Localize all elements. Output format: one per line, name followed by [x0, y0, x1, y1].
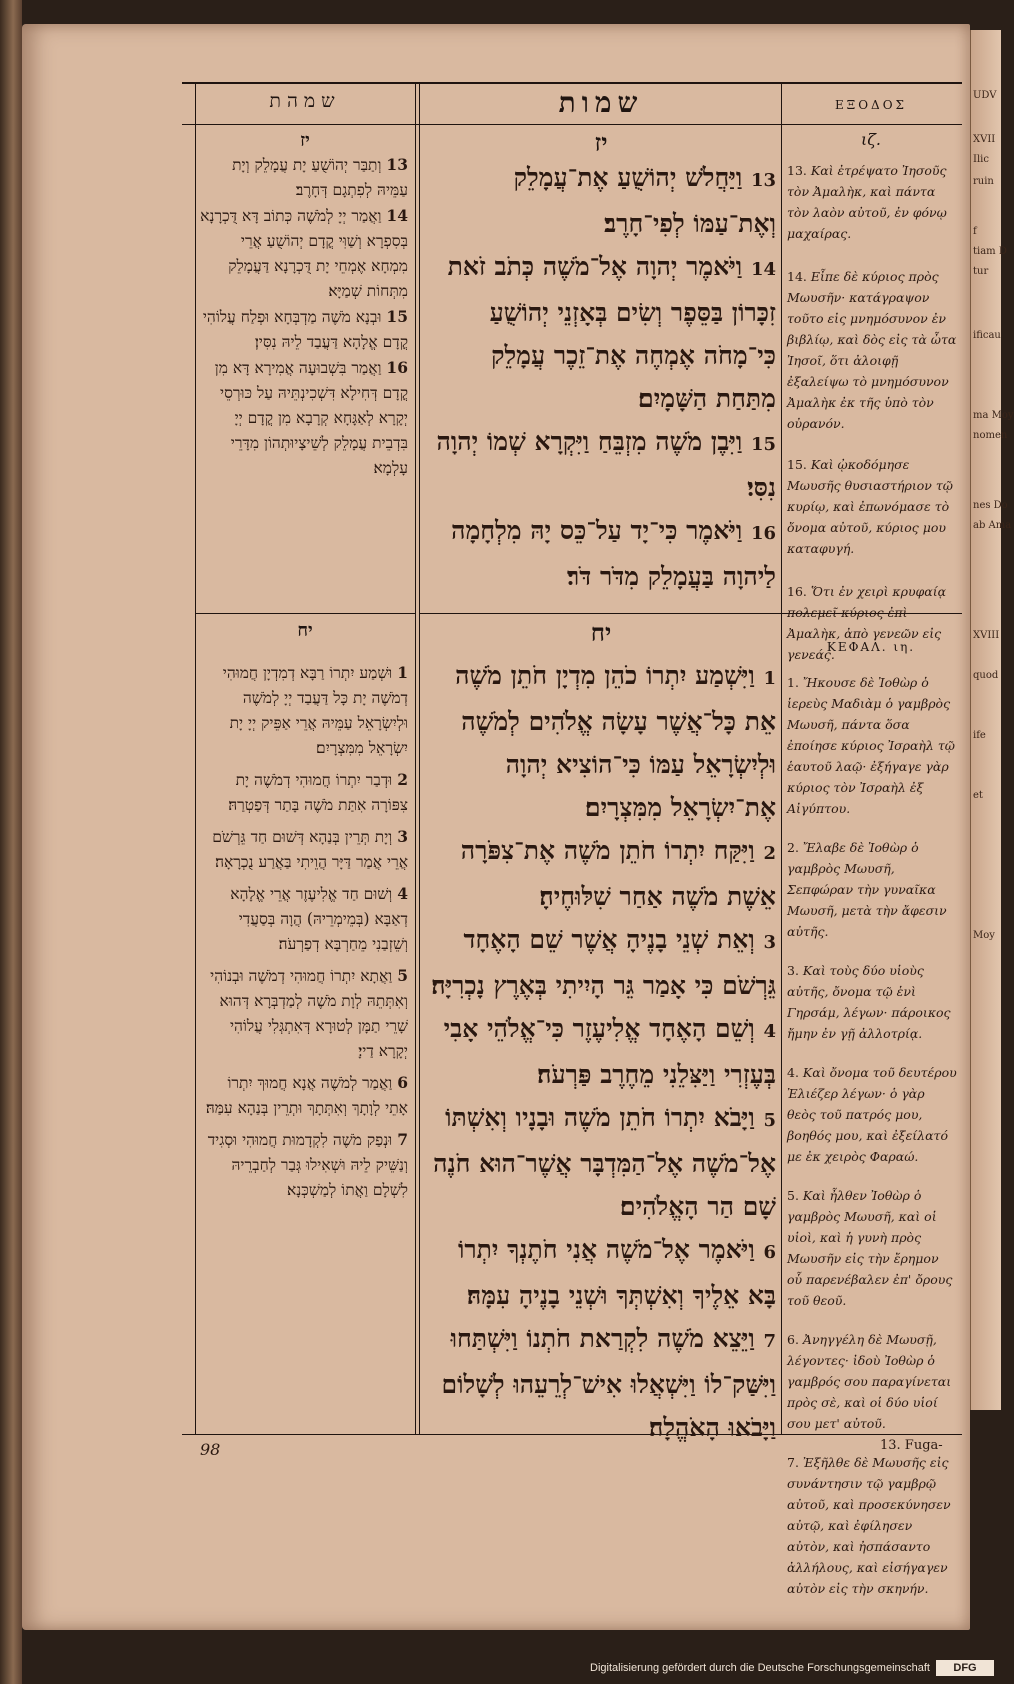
column-divider [415, 82, 416, 1434]
aramaic-verse: 16 וַאֲמַר בִּשְׁבוּעָה אֲמִירָא דָּא מִן קֳדָם דְּחִילָא דִּשְׁכִינְתֵּיהּ עַל כּוּרְסֵי יְקָרָא לְאַגָּחָא קְרָבָא מִן קֳדָם יְיָ בִּדְבֵית עֲמָלֵק לְשֵׁיצָיוּתְהוֹן מִדָּרֵי עָלְמָא׃ [214, 358, 408, 477]
digitization-credit: Digitalisierung gefördert durch die Deutsche Forschungsgemeinschaft [590, 1662, 930, 1674]
greek-verse: 1. Ἤκουσε δὲ Ἰοθὼρ ὁ ἱερεὺς Μαδιὰμ ὁ γαμβρὸς Μωυσῆ, πάντα ὅσα ἐποίησε κύριος Ἰσραὴλ τῷ ἑαυτοῦ λαῷ· ἐξήγαγε γὰρ κύριος τὸν Ἰσραὴλ ἐξ Αἰγύπτου. [787, 675, 955, 816]
hebrew-chapter-17-heading: יז [594, 128, 608, 157]
edge-fragment: quod [973, 670, 999, 681]
greek-verse: 16. Ὅτι ἐν χειρὶ κρυφαίᾳ πολεμεῖ κύριος ἐπὶ Ἀμαλὴκ, ἀπὸ γενεῶν εἰς γενεάς. [787, 584, 947, 662]
aramaic-verse: 4 וְשׁוּם חַד אֱלִיעֶזֶר אֲרֵי אֱלָהָא דְאַבָּא (בְּמֵימְרֵיהּ) הֲוָה בְּסַעֲדִי וְשֵׁזְבַנִי מֵחַרְבָּא דְפַרְעֹה׃ [230, 884, 408, 953]
greek-verse: 2. Ἔλαβε δὲ Ἰοθὼρ ὁ γαμβρὸς Μωυσῆ, Σεπφώραν τὴν γυναῖκα Μωυσῆ, μετὰ τὴν ἄφεσιν αὐτῆς. [787, 840, 947, 939]
edge-fragment: UDV [973, 90, 997, 101]
dfg-logo: DFG [936, 1660, 994, 1676]
greek-verse: 3. Καὶ τοὺς δύο υἱοὺς αὐτῆς, ὄνομα τῷ ἑνὶ Γηρσάμ, λέγων· πάροικος ἤμην ἐν γῇ ἀλλοτρίᾳ. [787, 963, 951, 1041]
aramaic-chapter-18-heading: יח [297, 620, 313, 641]
greek-verse: 5. Καὶ ἦλθεν Ἰοθὼρ ὁ γαμβρὸς Μωυσῆ, καὶ οἱ υἱοὶ, καὶ ἡ γυνὴ πρὸς Μωυσῆν εἰς τὴν ἔρημον οὗ παρενέβαλεν ἐπ' ὄρους τοῦ θεοῦ. [787, 1188, 953, 1308]
greek-verse: 15. Καὶ ᾠκοδόμησε Μωυσῆς θυσιαστήριον τῷ κυρίῳ, καὶ ἐπωνόμασε τὸ ὄνομα αὐτοῦ, κύριος μου καταφυγή. [787, 457, 953, 556]
header-rule-greek [782, 124, 962, 125]
aramaic-verse: 7 וּנְפַק מֹשֶׁה לִקְדָמוּת חֲמוּהִי וּסְגִיד וְנַשֵּׁיק לֵיהּ וּשְׁאִילוּ גְּבַר לְחַבְרֵיהּ לִשְׁלָם וַאֲתוֹ לְמַשְׁכְּנָא׃ [207, 1130, 408, 1199]
catchword: 13. Fuga- [880, 1438, 943, 1453]
aramaic-ch18-text [200, 660, 408, 1203]
hebrew-verse: 15 וַיִּבֶן מֹשֶׁה מִזְבֵּחַ וַיִּקְרָא שְׁמוֹ יְהוָה נִסִּי׃ [436, 427, 776, 502]
edge-fragment: ruin [973, 176, 994, 187]
page-number: 98 [200, 1440, 221, 1459]
edge-fragment: XVIII [973, 630, 1000, 641]
edge-fragment: ife [973, 730, 986, 741]
greek-chapter-17-heading: ιζ. [860, 130, 882, 149]
edge-fragment: XVII [973, 134, 996, 145]
chapter-rule [419, 613, 781, 614]
hebrew-ch17-text [426, 156, 776, 598]
chapter-rule [195, 613, 415, 614]
aramaic-verse: 3 וְיָת תְּרֵין בְּנַהָא דְּשׁוּם חַד גֵּרְשֹׁם אֲרֵי אֲמַר דַּיָּר הֲוֵיתִי בַּאֲרַע נֻכְרָאָה׃ [212, 827, 408, 871]
header-rule [182, 124, 782, 125]
column-divider [781, 82, 782, 1434]
hebrew-verse: 5 וַיָּבֹא יִתְרוֹ חֹתֵן מֹשֶׁה וּבָנָיו וְאִשְׁתּוֹ אֶל־מֹשֶׁה אֶל־הַמִּדְבָּר אֲשֶׁר־הוּא חֹנֶה שָׁם הַר הָאֱלֹהִים׃ [433, 1103, 776, 1221]
hebrew-verse: 14 וַיֹּאמֶר יְהוָה אֶל־מֹשֶׁה כְּתֹב זֹאת זִכָּרוֹן בַּסֵּפֶר וְשִׂים בְּאָזְנֵי יְהוֹשֻׁעַ כִּי־מָחֹה אֶמְחֶה אֶת־זֵכֶר עֲמָלֵק מִתַּחַת הַשָּׁמָיִם׃ [447, 252, 776, 413]
hebrew-verse: 13 וַיַּחֲלֹשׁ יְהוֹשֻׁעַ אֶת־עֲמָלֵק וְאֶת־עַמּוֹ לְפִי־חָרֶב׃ [513, 163, 776, 238]
hebrew-verse: 3 וְאֵת שְׁנֵי בָנֶיהָ אֲשֶׁר שֵׁם הָאֶחָד גֵּרְשֹׁם כִּי אָמַר גֵּר הָיִיתִי בְּאֶרֶץ נָכְרִיָּה׃ [431, 925, 776, 1000]
aramaic-verse: 6 וַאֲמַר לְמֹשֶׁה אֲנָא חֲמוּךְ יִתְרוֹ אָתֵי לְוָתָךְ וְאִתְּתָךְ וּתְרֵין בְּנַהָא עִמַּהּ׃ [205, 1073, 408, 1117]
edge-fragment: et [973, 790, 983, 801]
outer-left-rule [195, 82, 196, 1434]
greek-verse: 4. Καὶ ὄνομα τοῦ δευτέρου Ἐλιέζερ λέγων· ὁ γὰρ θεὸς τοῦ πατρός μου, βοηθός μου, καὶ ἐξείλατό με ἐκ χειρὸς Φαραώ. [787, 1065, 957, 1164]
edge-fragment: f [973, 226, 977, 237]
edge-fragment: Moy [973, 930, 995, 941]
aramaic-verse: 13 וְתַבַּר יְהוֹשֻׁעַ יָת עֲמָלֵק וְיָת עַמֵּיהּ לְפִתְגָם דְּחָרֶב׃ [232, 155, 408, 199]
facing-page-edge [970, 30, 1014, 1410]
edge-fragment: ma Moy [973, 410, 1014, 421]
aramaic-verse: 2 וּדְבַר יִתְרוֹ חֲמוּהִי דְמֹשֶׁה יָת צִפּוֹרָה אִתַּת מֹשֶׁה בָּתַר דְּפַטְרַהּ׃ [228, 770, 408, 814]
hebrew-ch18-text [426, 654, 776, 1449]
edge-fragment: tiam D [973, 246, 1007, 257]
edge-fragment: Ilic [973, 154, 989, 165]
edge-fragment: nes Do [973, 500, 1008, 511]
greek-running-title: ΕΞΟΔΟΣ [834, 98, 908, 112]
edge-fragment: ificau [973, 330, 1001, 341]
hebrew-verse: 4 וְשֵׁם הָאֶחָד אֱלִיעֶזֶר כִּי־אֱלֹהֵי אָבִי בְּעֶזְרִי וַיַּצִּלֵנִי מֵחֶרֶב פַּרְעֹה׃ [443, 1014, 776, 1089]
column-divider-double [419, 82, 420, 1434]
greek-verse: 6. Ἀνηγγέλη δὲ Μωυσῇ, λέγοντες· ἰδοὺ Ἰοθὼρ ὁ γαμβρός σου παραγίνεται πρὸς σὲ, καὶ οἱ δύο υἱοί σου μετ' αὐτοῦ. [787, 1332, 952, 1431]
greek-ch17-text [787, 160, 957, 665]
book-edge-left [0, 0, 22, 1684]
aramaic-verse: 15 וּבְנָא מֹשֶׁה מַדְבְּחָא וּפְלַח עֲלוֹהִי קֳדָם אֱלָהָא דַּעֲבַד לֵיהּ נִסִּין׃ [202, 307, 408, 351]
aramaic-running-title: שמהת [269, 90, 341, 112]
aramaic-verse: 5 וַאֲתָא יִתְרוֹ חֲמוּהִי דְמֹשֶׁה וּבְנוֹהִי וְאִתְּתֵהּ לְוָת מֹשֶׁה לְמַדְבְּרָא דְּהוּא שָׁרֵי תַמָּן לְטוּרָא דְּאִתְגְּלִי עֲלוֹהִי יְקָרָא דַייָ׃ [210, 966, 408, 1060]
greek-verse: 7. Ἐξῆλθε δὲ Μωυσῆς εἰς συνάντησιν τῷ γαμβρῷ αὐτοῦ, καὶ προσεκύνησεν αὐτῷ, καὶ ἐφίλησεν αὐτὸν, καὶ ἠσπάσαντο ἀλλήλους, καὶ εἰσήγαγεν αὐτὸν εἰς τὴν σκηνήν. [787, 1455, 951, 1596]
hebrew-verse: 7 וַיֵּצֵא מֹשֶׁה לִקְרַאת חֹתְנוֹ וַיִּשְׁתַּחוּ וַיִּשַּׁק־לוֹ וַיִּשְׁאֲלוּ אִישׁ־לְרֵעֵהוּ לְשָׁלוֹם וַיָּבֹאוּ הָאֹהֱלָה׃ [441, 1324, 776, 1442]
hebrew-running-title: שמות [558, 86, 644, 119]
hebrew-verse: 1 וַיִּשְׁמַע יִתְרוֹ כֹהֵן מִדְיָן חֹתֵן מֹשֶׁה אֵת כָּל־אֲשֶׁר עָשָׂה אֱלֹהִים לְמֹשֶׁה וּלְיִשְׂרָאֵל עַמּוֹ כִּי־הוֹצִיא יְהוָה אֶת־יִשְׂרָאֵל מִמִּצְרָיִם׃ [455, 661, 776, 822]
greek-ch18-text [787, 672, 957, 1599]
hebrew-verse: 6 וַיֹּאמֶר אֶל־מֹשֶׁה אֲנִי חֹתֶנְךָ יִתְרוֹ בָּא אֵלֶיךָ וְאִשְׁתְּךָ וּשְׁנֵי בָנֶיהָ עִמָּהּ׃ [457, 1235, 776, 1310]
hebrew-chapter-18-heading: יח [590, 618, 612, 647]
hebrew-verse: 16 וַיֹּאמֶר כִּי־יָד עַל־כֵּס יָהּ מִלְחָמָה לַיהוָה בַּעֲמָלֵק מִדֹּר דֹּר׃ [451, 516, 776, 591]
frame-top-rule [182, 82, 962, 84]
greek-verse: 14. Εἶπε δὲ κύριος πρὸς Μωυσῆν· κατάγραψον τοῦτο εἰς μνημόσυνον ἐν βιβλίῳ, καὶ δὸς εἰς τὰ ὦτα Ἰησοῖ, ὅτι ἀλοιφῇ ἐξαλείψω τὸ μνημόσυνον Ἀμαλὴκ ἐκ τῆς ὑπὸ τὸν οὐρανόν. [787, 269, 957, 431]
edge-fragment: nomen [973, 430, 1008, 441]
edge-fragment: ab Ama [973, 520, 1012, 531]
edge-fragment: tur [973, 266, 989, 277]
aramaic-ch17-text [200, 152, 408, 481]
aramaic-verse: 14 וַאֲמַר יְיָ לְמֹשֶׁה כְּתוֹב דָּא דֻּכְרָנָא בְּסִפְרָא וְשַׁוִּי קֳדָם יְהוֹשֻׁעַ אֲרֵי מִמְחָא אֶמְחֵי יָת דֻּכְרָנָא דַּעֲמָלֵק מִתְּחוֹת שְׁמַיָּא׃ [200, 206, 408, 300]
greek-chapter-18-heading: ΚΕΦΑΛ. ιη. [826, 640, 916, 654]
hebrew-verse: 2 וַיִּקַּח יִתְרוֹ חֹתֵן מֹשֶׁה אֶת־צִפֹּרָה אֵשֶׁת מֹשֶׁה אַחַר שִׁלּוּחֶיהָ׃ [460, 836, 776, 911]
greek-verse: 13. Καὶ ἐτρέψατο Ἰησοῦς τὸν Ἀμαλὴκ, καὶ πάντα τὸν λαὸν αὐτοῦ, ἐν φόνῳ μαχαίρας. [787, 163, 947, 241]
aramaic-chapter-17-heading: יז [300, 130, 310, 151]
aramaic-verse: 1 וּשְׁמַע יִתְרוֹ רַבָּא דְמִדְיָן חֲמוּהִי דְמֹשֶׁה יָת כָּל דַּעֲבַד יְיָ לְמֹשֶׁה וּלְיִשְׂרָאֵל עַמֵּיהּ אֲרֵי אַפֵּיק יְיָ יָת יִשְׂרָאֵל מִמִּצְרָיִם׃ [222, 663, 408, 757]
